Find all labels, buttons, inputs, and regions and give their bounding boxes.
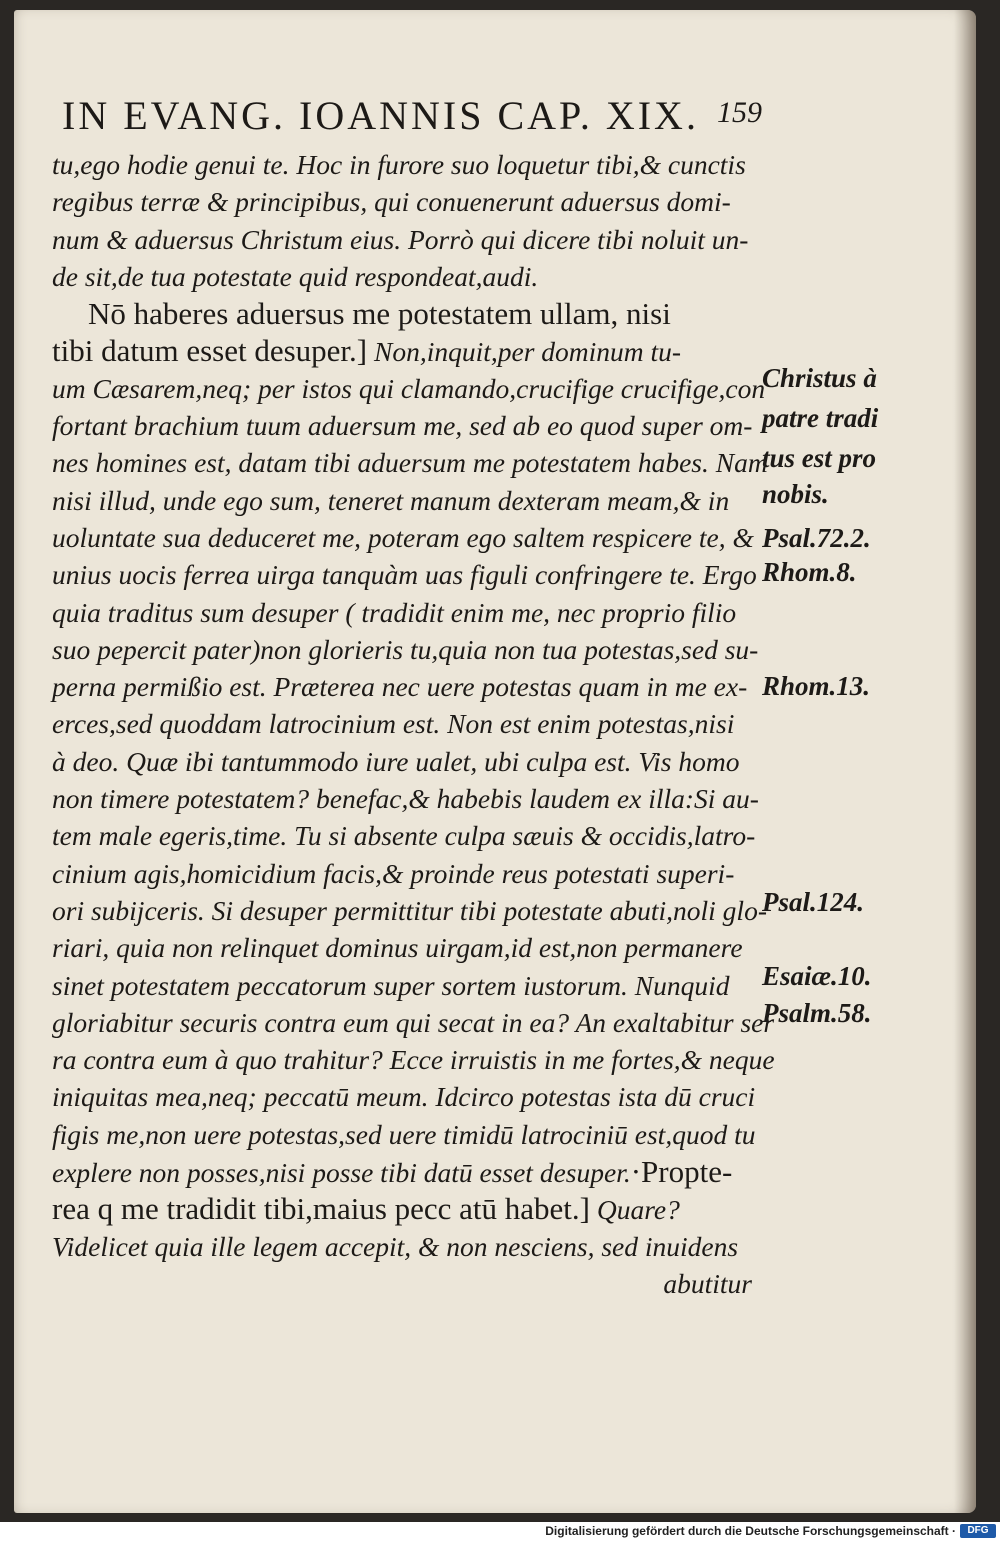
page-number: 159: [717, 96, 762, 129]
text-line: riari, quia non relinquet dominus uirgam,id est,non permanere: [52, 932, 743, 964]
text-line: nes homines est, datam tibi aduersum me potestatem habes. Nam: [52, 447, 768, 479]
margin-note: Psal.72.2.: [762, 523, 871, 553]
text-line: à deo. Quæ ibi tantummodo iure ualet, ubi culpa est. Vis homo: [52, 745, 740, 777]
text-line: quia traditus sum desuper ( tradidit enim me, nec proprio filio: [52, 596, 737, 628]
margin-note: nobis.: [762, 479, 829, 509]
text-line: [52, 332, 752, 369]
margin-note: Esaiæ.10.: [762, 961, 872, 991]
text-line: Videlicet quia ille legem accepit, & non nesciens, sed inuidens: [52, 1230, 739, 1262]
text-line: nisi illud, unde ego sum, teneret manum dexteram meam,& in: [52, 484, 730, 516]
running-title: IN EVANG. IOANNIS CAP. XIX.: [62, 93, 699, 138]
scripture-lemma: ·Propte-: [630, 1154, 733, 1190]
text-line: [52, 1190, 752, 1227]
dfg-logo: DFG: [960, 1524, 996, 1538]
text-line: suo pepercit pater)non glorieris tu,quia non tua potestas,sed su-: [52, 633, 759, 665]
text-line: unius uocis ferrea uirga tanquàm uas figuli confringere te. Ergo: [52, 559, 757, 591]
scripture-lemma: rea q me tradidit tibi,maius pecc atū habet.]: [52, 1191, 590, 1227]
text-line: ori subijceris. Si desuper permittitur tibi potestate abuti,noli glo-: [52, 894, 767, 926]
text-line: [52, 1153, 752, 1190]
text-line: perna permißio est. Præterea nec uere potestas quam in me ex-: [52, 671, 748, 703]
text-line: non timere potestatem? benefac,& habebis laudem ex illa:Si au-: [52, 783, 759, 815]
text-line: uoluntate sua deduceret me, poteram ego saltem respicere te, &: [52, 521, 754, 553]
margin-note: patre tradi: [762, 403, 879, 433]
text-segment: Quare?: [596, 1194, 680, 1226]
commentary-start: Non,inquit,per dominum tu-: [373, 336, 682, 368]
funding-credit: Digitalisierung gefördert durch die Deutsche Forschungsgemeinschaft ·: [545, 1524, 956, 1538]
text-line: iniquitas mea,neq; peccatū meum. Idcirco potestas ista dū cruci: [52, 1081, 756, 1113]
digitization-footer: [0, 1522, 1000, 1541]
scripture-lemma: tibi datum esset desuper.]: [52, 333, 368, 369]
text-line: ra contra eum à quo trahitur? Ecce irruistis in me fortes,& neque: [52, 1044, 775, 1076]
text-line: de sit,de tua potestate quid respondeat,audi.: [52, 260, 539, 292]
text-line: cinium agis,homicidium facis,& proinde reus potestati superi-: [52, 857, 735, 889]
text-line: tu,ego hodie genui te. Hoc in furore suo loquetur tibi,& cunctis: [52, 149, 746, 180]
scripture-lemma-line: Nō haberes aduersus me potestatem ullam, nisi: [88, 296, 671, 332]
margin-note: Psalm.58.: [762, 998, 872, 1028]
text-line: fortant brachium tuum aduersum me, sed ab eo quod super om-: [52, 410, 753, 442]
text-line: regibus terræ & principibus, qui conuenerunt aduersus domi-: [52, 186, 731, 218]
catchword: abutitur: [663, 1267, 752, 1299]
margin-note: Psal.124.: [762, 887, 865, 917]
text-line: gloriabitur securis contra eum qui secat in ea? An exaltabitur ser: [52, 1006, 775, 1038]
text-line: sinet potestatem peccatorum super sortem iustorum. Nunquid: [52, 969, 730, 1001]
text-line: tem male egeris,time. Tu si absente culpa sæuis & occidis,latro-: [52, 820, 756, 852]
text-line: um Cæsarem,neq; per istos qui clamando,crucifige crucifige,con: [52, 372, 766, 404]
text-line: figis me,non uere potestas,sed uere timidū latrociniū est,quod tu: [52, 1118, 756, 1150]
text-line: erces,sed quoddam latrocinium est. Non est enim potestas,nisi: [52, 708, 735, 740]
page-edge-shadow: [954, 10, 976, 1513]
margin-note: Christus à: [762, 363, 877, 393]
text-line: num & aduersus Christum eius. Porrò qui dicere tibi noluit un-: [52, 223, 749, 255]
commentary-text: [52, 146, 775, 1302]
text-segment: explere non posses,nisi posse tibi datū esset desuper.: [52, 1157, 631, 1189]
margin-note: tus est pro: [762, 443, 877, 473]
margin-note: Rhom.8.: [762, 557, 857, 587]
running-header: [62, 92, 762, 142]
margin-note: Rhom.13.: [762, 671, 871, 701]
